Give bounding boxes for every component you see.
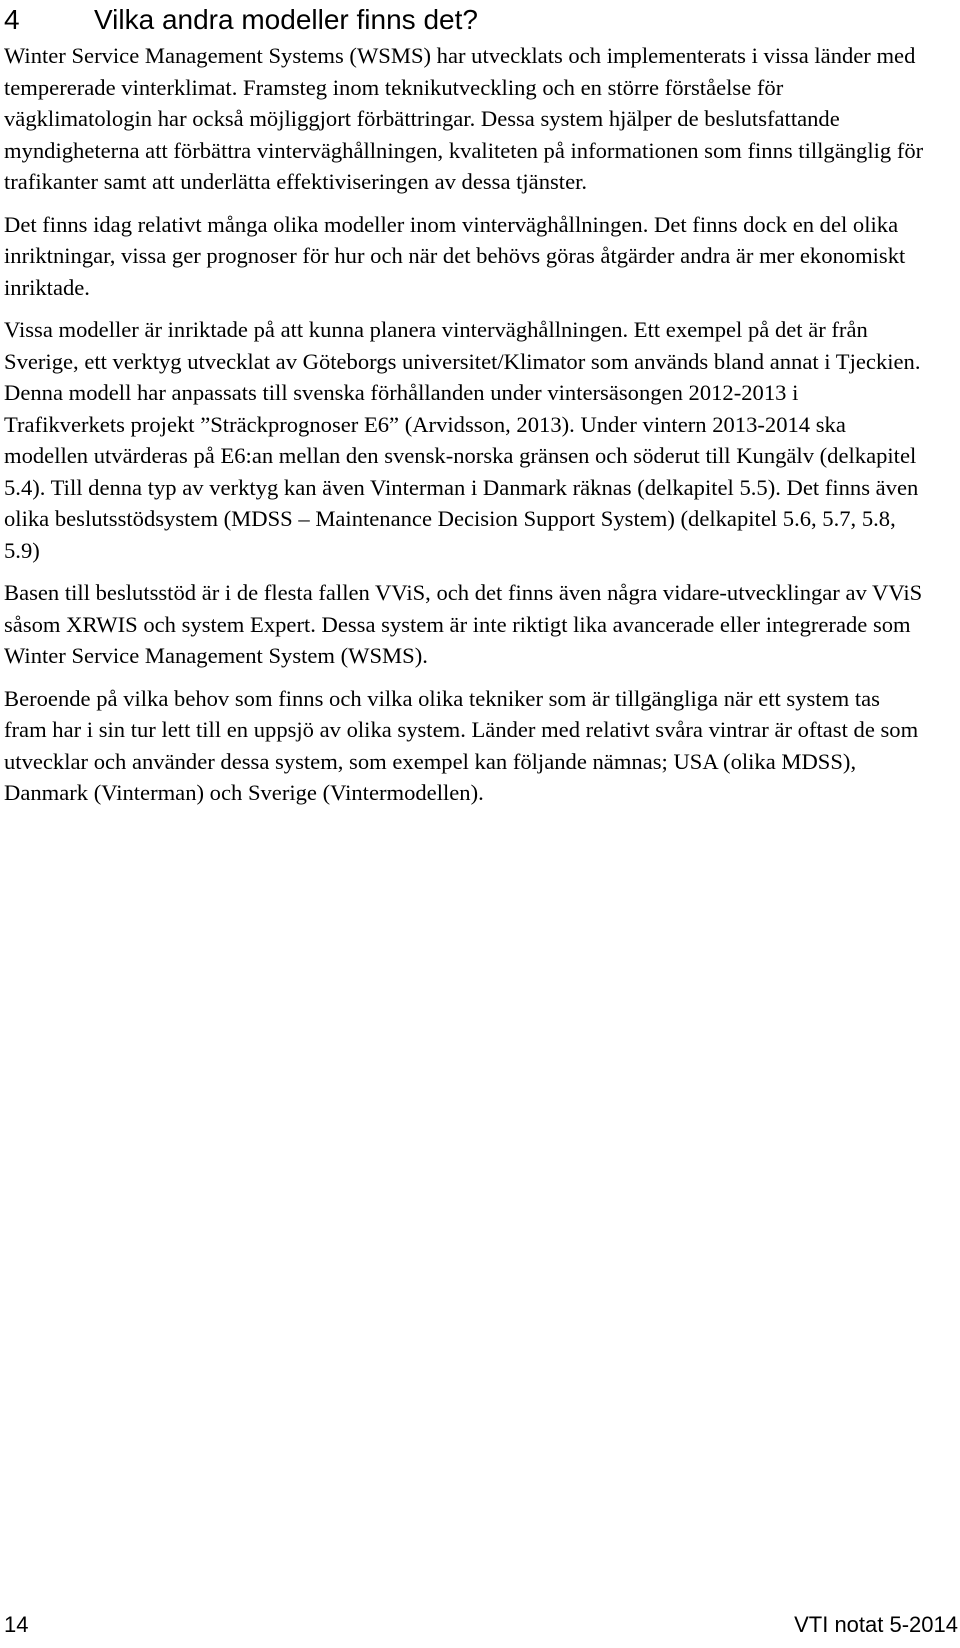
paragraph-decision-support-base: Basen till beslutsstöd är i de flesta fallen VViS, och det finns även några vidare-utvecklingar av VViS såsom XRWIS och system Expert. Dessa system är inte riktigt lika avancerade eller integrerade som Winter Service Management System (WSMS).: [4, 580, 923, 668]
paragraph-country-systems: Beroende på vilka behov som finns och vilka olika tekniker som är tillgängliga när ett system tas fram har i sin tur lett till en uppsjö av olika system. Länder med relativt svåra vintrar är oftast de som utvecklar och använder dessa system, som exempel kan följande nämnas; USA (olika MDSS), Danmark (Vinterman) och Sverige (Vintermodellen).: [4, 685, 919, 805]
section-heading: [4, 2, 478, 38]
footer-publication: VTI notat 5-2014: [794, 1612, 958, 1637]
body-text: [4, 40, 924, 820]
section-title: Vilka andra modeller finns det?: [94, 4, 478, 35]
paragraph-planning-models: Vissa modeller är inriktade på att kunna planera vinterväghållningen. Ett exempel på det är från Sverige, ett verktyg utvecklat av Göteborgs universitet/Klimator som används bland annat i Tjeckien. Denna modell har anpassats till svenska förhållanden under vintersäsongen 2012-2013 i Trafikverkets projekt ”Sträckprognoser E6” (Arvidsson, 2013). Under vintern 2013-2014 ska modellen utvärderas på E6:an mellan den svensk-norska gränsen och söderut till Kungälv (delkapitel 5.4). Till denna typ av verktyg kan även Vinterman i Danmark räknas (delkapitel 5.5). Det finns även olika beslutsstödsystem (MDSS – Maintenance Decision Support System) (delkapitel 5.6, 5.7, 5.8, 5.9): [4, 317, 921, 563]
section-number: 4: [4, 4, 20, 35]
paragraph-wsms-intro: Winter Service Management Systems (WSMS) har utvecklats och implementerats i vissa länder med tempererade vinterklimat. Framsteg inom teknikutveckling och en större förståelse för vägklimatologin har också möjliggjort förbättringar. Dessa system hjälper de beslutsfattande myndigheterna att förbättra vinterväghållningen, kvaliteten på informationen som finns tillgänglig för trafikanter samt att underlätta effektiviseringen av dessa tjänster.: [4, 43, 924, 194]
footer-page-number: 14: [4, 1612, 29, 1637]
paragraph-models-overview: Det finns idag relativt många olika modeller inom vinterväghållningen. Det finns dock en del olika inriktningar, vissa ger prognoser för hur och när det behövs göras åtgärder andra är mer ekonomiskt inriktade.: [4, 211, 906, 300]
